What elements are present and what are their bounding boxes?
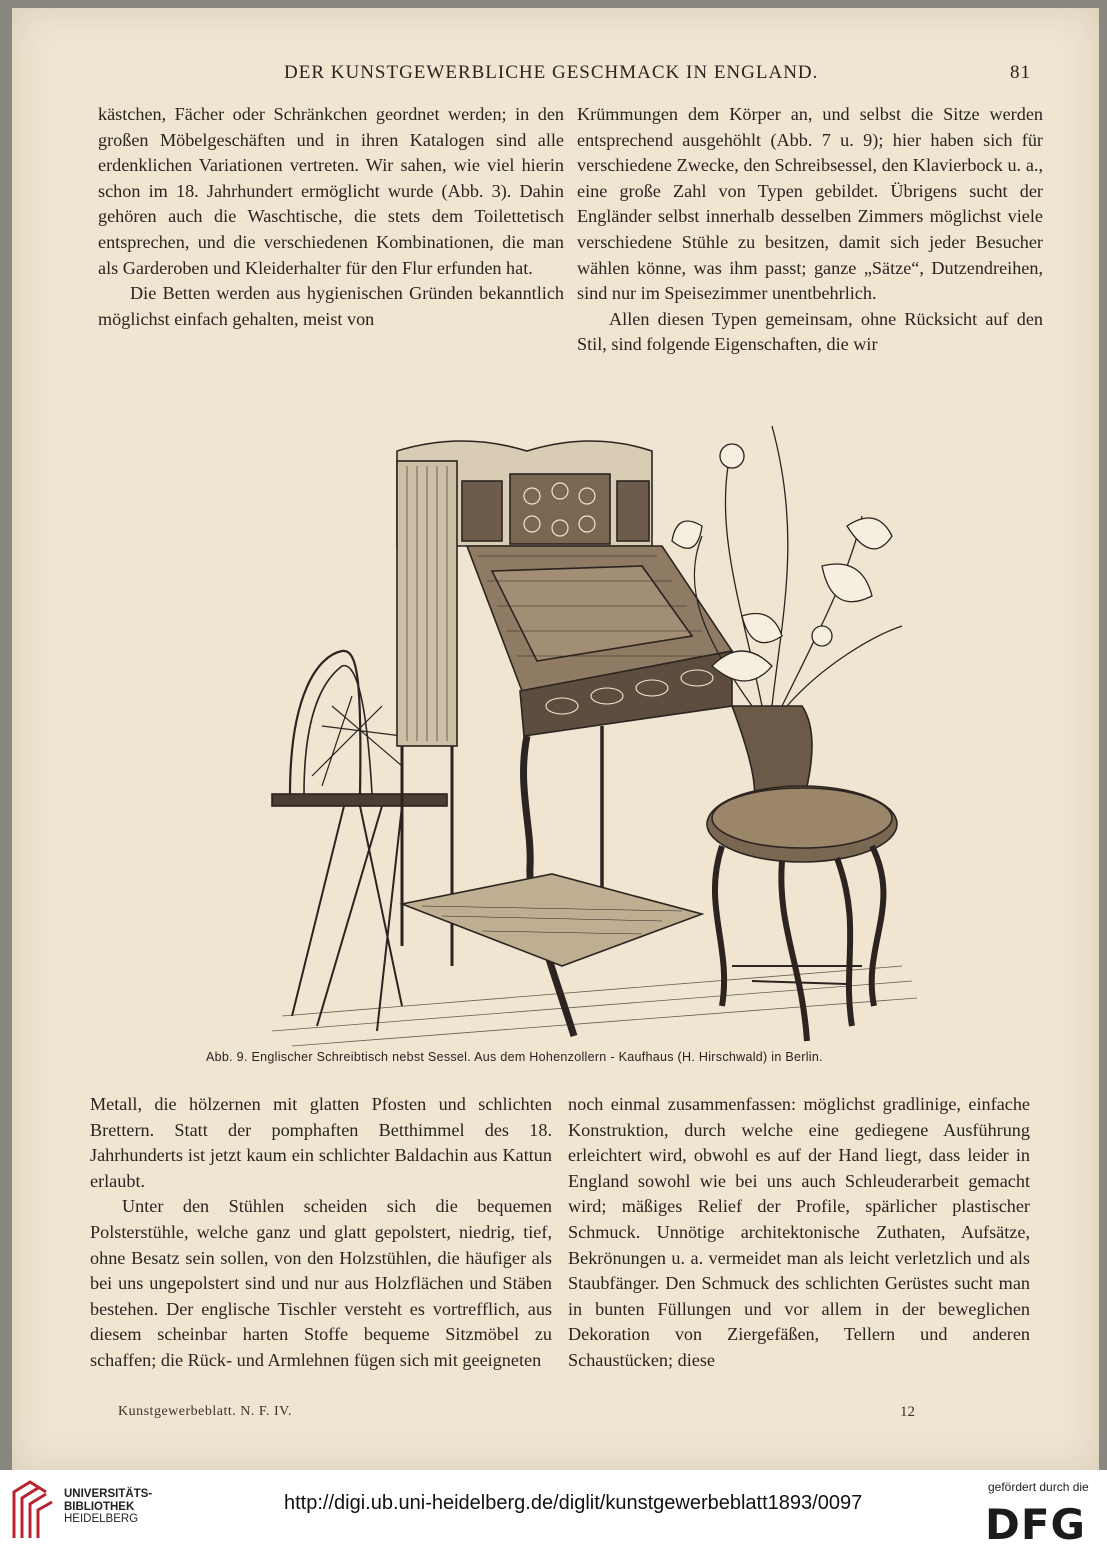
scanned-page (12, 8, 1099, 1470)
paragraph: Die Betten werden aus hygienischen Gründen bekanntlich möglichst einfach gehalten, meist von (98, 283, 564, 329)
text-column-bottom-left (90, 1092, 552, 1374)
scan-footer (0, 1470, 1107, 1551)
sheet-number: 12 (900, 1404, 915, 1420)
paragraph: Allen diesen Typen gemeinsam, ohne Rücksicht auf den Stil, sind folgende Eigenschaften, die wir (577, 308, 1043, 355)
text-column-top-right (577, 102, 1043, 358)
running-title: DER KUNSTGEWERBLICHE GESCHMACK IN ENGLAND. (284, 62, 819, 83)
paragraph: noch einmal zusammenfassen: möglichst gradlinige, einfache Konstruktion, durch welche eine gediegene Ausführung erleichtert wird, obwohl es auf der Hand liegt, dass leider in England sowohl wie bei uns auch Schleuderarbeit gemacht wird; mäßiges Relief der Profile, spärlicher plastischer Schmuck. Unnötige architektonische Zuthaten, Aufsätze, Bekrönungen u. a. vermeidet man als leicht verletzlich und als Staubfänger. Den Schmuck des schlichten Gerüstes sucht man in bunten Füllungen und vor allem in der beweglichen Dekoration von Ziergefäßen, Tellern und anderen Schaustücken; diese (568, 1094, 1030, 1370)
volume-signature: Kunstgewerbeblatt. N. F. IV. (118, 1404, 292, 1419)
funder-text: gefördert durch die (988, 1480, 1089, 1494)
institution-line: UNIVERSITÄTS- (64, 1488, 153, 1500)
figure-caption: Abb. 9. Englischer Schreibtisch nebst Sessel. Aus dem Hohenzollern - Kaufhaus (H. Hirschwald) in Berlin. (206, 1050, 823, 1064)
paragraph: kästchen, Fächer oder Schränkchen geordnet werden; in den großen Möbelgeschäften und in ihren Katalogen sind alle erdenklichen Variationen vertreten. Wir sahen, wie viel hierin schon im 18. Jahrhundert ermöglicht wurde (Abb. 3). Dahin gehören auch die Waschtische, die stets dem Toilettetisch entsprechen, und die verschiedenen Kombinationen, die man als Garderoben und Kleiderhalter für den Flur erfunden hat. (98, 104, 564, 278)
institution-line: BIBLIOTHEK (64, 1500, 135, 1513)
page-number: 81 (1010, 62, 1031, 83)
permalink-url[interactable]: http://digi.ub.uni-heidelberg.de/diglit/kunstgewerbeblatt1893/0097 (284, 1492, 863, 1514)
paragraph: Unter den Stühlen scheiden sich die bequemen Polsterstühle, welche ganz und glatt gepolstert, niedrig, tief, ohne Besatz sein sollen, von den Holzstühlen, die häufiger als bei uns ungepolstert sind und nur aus Holzflächen und Stäben bestehen. Der englische Tischler versteht es vortrefflich, aus diesem scheinbar harten Stoffe bequeme Sitzmöbel zu schaffen; die Rück- und Armlehnen fügen sich mit geeigneten (90, 1196, 552, 1370)
paragraph: Metall, die hölzernen mit glatten Pfosten und schlichten Brettern. Statt der pomphaften Betthimmel des 18. Jahrhunderts ist jetzt kaum ein schlichter Baldachin aus Kattun erlaubt. (90, 1094, 552, 1191)
university-name (64, 1488, 152, 1526)
paragraph: Krümmungen dem Körper an, und selbst die Sitze werden entsprechend ausgehöhlt (Abb. 7 u. 9); hier haben sich für verschiedene Zwecke, den Schreibsessel, den Klavierbock u. a., eine große Zahl von Typen gebildet. Übrigens sucht der Engländer selbst innerhalb desselben Zimmers möglichst viele verschiedene Stühle zu besitzen, damit sich jeder Besucher wählen könne, was ihm passt; ganze „Sätze“, Dutzendreihen, sind nur im Speisezimmer unentbehrlich. (577, 104, 1043, 304)
text-column-bottom-right (568, 1092, 1030, 1374)
dfg-logo: DFG (985, 1500, 1087, 1549)
institution-line: HEIDELBERG (64, 1513, 139, 1525)
text-column-top-left (98, 102, 564, 332)
furniture-engraving (262, 406, 922, 1056)
university-logo-icon (8, 1478, 56, 1542)
